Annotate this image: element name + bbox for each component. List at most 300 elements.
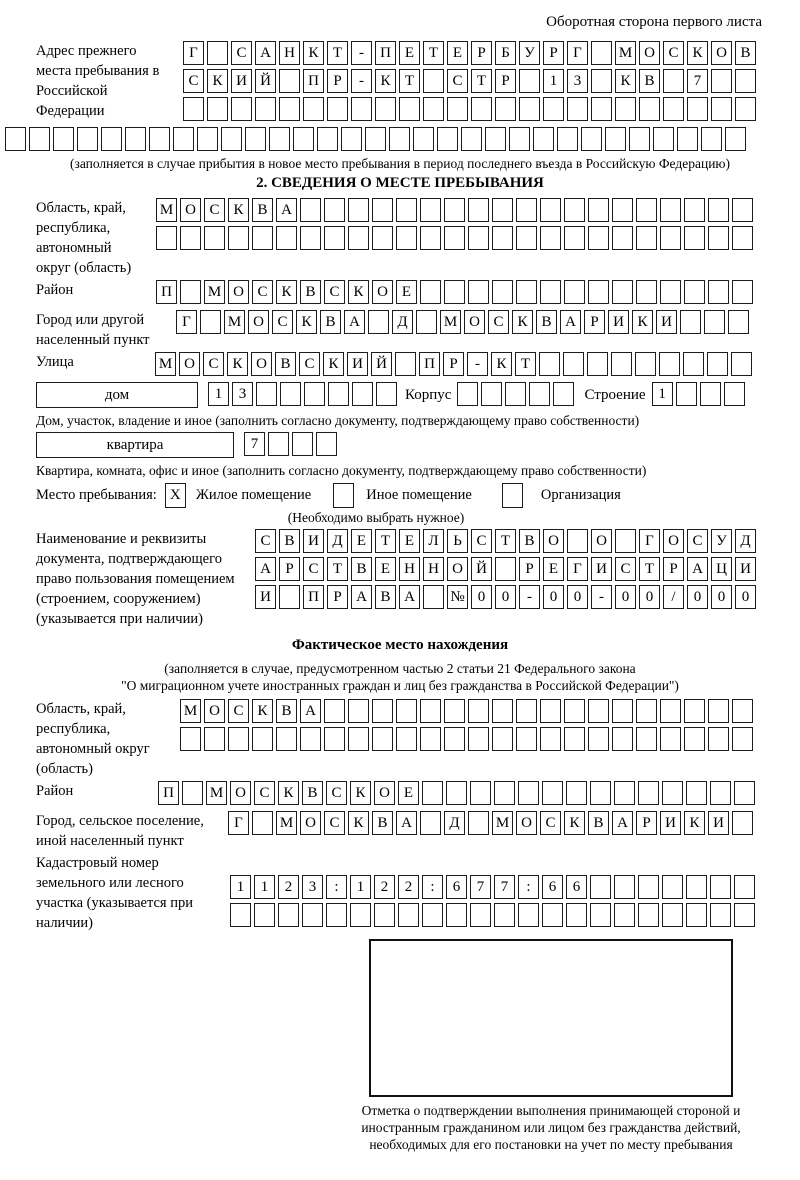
char-box[interactable]: [612, 280, 633, 304]
char-box[interactable]: К: [348, 280, 369, 304]
checkbox-inoe[interactable]: [333, 483, 354, 508]
char-box[interactable]: [590, 875, 611, 899]
char-box[interactable]: :: [326, 875, 347, 899]
char-box[interactable]: С: [324, 280, 345, 304]
char-box[interactable]: [732, 280, 753, 304]
char-box[interactable]: [468, 280, 489, 304]
char-box[interactable]: В: [300, 280, 321, 304]
char-box[interactable]: [540, 727, 561, 751]
char-box[interactable]: [324, 198, 345, 222]
char-box[interactable]: [350, 903, 371, 927]
char-box[interactable]: [278, 903, 299, 927]
char-box[interactable]: [659, 352, 680, 376]
char-box[interactable]: [279, 585, 300, 609]
char-box[interactable]: [207, 41, 228, 65]
char-box[interactable]: С: [447, 69, 468, 93]
char-box[interactable]: [660, 727, 681, 751]
char-box[interactable]: [156, 226, 177, 250]
char-box[interactable]: [516, 226, 537, 250]
char-box[interactable]: С: [471, 529, 492, 553]
char-box[interactable]: [684, 280, 705, 304]
char-box[interactable]: К: [684, 811, 705, 835]
char-box[interactable]: [268, 432, 289, 456]
char-box[interactable]: [701, 127, 722, 151]
char-box[interactable]: К: [375, 69, 396, 93]
char-box[interactable]: К: [296, 310, 317, 334]
char-box[interactable]: М: [155, 352, 176, 376]
char-box[interactable]: [492, 280, 513, 304]
char-box[interactable]: 6: [566, 875, 587, 899]
char-box[interactable]: [540, 198, 561, 222]
checkbox-zhiloe[interactable]: X: [165, 483, 186, 508]
char-box[interactable]: [300, 198, 321, 222]
char-box[interactable]: Д: [392, 310, 413, 334]
char-box[interactable]: О: [447, 557, 468, 581]
char-box[interactable]: [327, 97, 348, 121]
char-box[interactable]: [180, 727, 201, 751]
char-box[interactable]: В: [351, 557, 372, 581]
char-box[interactable]: [710, 903, 731, 927]
char-box[interactable]: [230, 903, 251, 927]
char-box[interactable]: М: [204, 280, 225, 304]
char-box[interactable]: [252, 226, 273, 250]
char-box[interactable]: [660, 226, 681, 250]
char-box[interactable]: [725, 127, 746, 151]
char-box[interactable]: 1: [230, 875, 251, 899]
char-box[interactable]: [591, 69, 612, 93]
char-box[interactable]: В: [588, 811, 609, 835]
char-box[interactable]: [326, 903, 347, 927]
char-box[interactable]: [566, 903, 587, 927]
char-box[interactable]: [638, 781, 659, 805]
char-box[interactable]: А: [399, 585, 420, 609]
char-box[interactable]: С: [324, 811, 345, 835]
char-box[interactable]: А: [255, 41, 276, 65]
char-box[interactable]: [636, 280, 657, 304]
char-box[interactable]: [492, 727, 513, 751]
char-box[interactable]: [420, 699, 441, 723]
char-box[interactable]: [492, 226, 513, 250]
char-box[interactable]: Н: [399, 557, 420, 581]
char-box[interactable]: [662, 781, 683, 805]
char-box[interactable]: Й: [255, 69, 276, 93]
char-box[interactable]: П: [419, 352, 440, 376]
char-box[interactable]: [365, 127, 386, 151]
char-box[interactable]: [563, 352, 584, 376]
char-box[interactable]: [423, 585, 444, 609]
char-box[interactable]: [372, 226, 393, 250]
char-box[interactable]: [328, 382, 349, 406]
char-box[interactable]: [704, 310, 725, 334]
char-box[interactable]: [348, 727, 369, 751]
char-box[interactable]: Д: [444, 811, 465, 835]
char-box[interactable]: [708, 226, 729, 250]
char-box[interactable]: [468, 198, 489, 222]
char-box[interactable]: Т: [639, 557, 660, 581]
char-box[interactable]: 0: [711, 585, 732, 609]
char-box[interactable]: [708, 280, 729, 304]
char-box[interactable]: Ь: [447, 529, 468, 553]
char-box[interactable]: [663, 97, 684, 121]
char-box[interactable]: [468, 699, 489, 723]
char-box[interactable]: [420, 280, 441, 304]
char-box[interactable]: [518, 781, 539, 805]
char-box[interactable]: Т: [495, 529, 516, 553]
char-box[interactable]: [444, 699, 465, 723]
char-box[interactable]: [446, 781, 467, 805]
char-box[interactable]: О: [516, 811, 537, 835]
char-box[interactable]: [612, 699, 633, 723]
char-box[interactable]: Д: [327, 529, 348, 553]
char-box[interactable]: С: [228, 699, 249, 723]
char-box[interactable]: [149, 127, 170, 151]
char-box[interactable]: [710, 781, 731, 805]
char-box[interactable]: 6: [542, 875, 563, 899]
char-box[interactable]: О: [228, 280, 249, 304]
char-box[interactable]: [676, 382, 697, 406]
char-box[interactable]: [638, 903, 659, 927]
char-box[interactable]: О: [248, 310, 269, 334]
char-box[interactable]: К: [276, 280, 297, 304]
char-box[interactable]: -: [467, 352, 488, 376]
char-box[interactable]: Г: [567, 557, 588, 581]
char-box[interactable]: [636, 699, 657, 723]
char-box[interactable]: [588, 226, 609, 250]
char-box[interactable]: Е: [398, 781, 419, 805]
char-box[interactable]: А: [255, 557, 276, 581]
char-box[interactable]: [492, 699, 513, 723]
char-box[interactable]: С: [231, 41, 252, 65]
char-box[interactable]: [588, 198, 609, 222]
char-box[interactable]: И: [708, 811, 729, 835]
char-box[interactable]: С: [326, 781, 347, 805]
char-box[interactable]: [732, 699, 753, 723]
char-box[interactable]: [684, 699, 705, 723]
char-box[interactable]: О: [711, 41, 732, 65]
char-box[interactable]: Р: [279, 557, 300, 581]
char-box[interactable]: [422, 781, 443, 805]
char-box[interactable]: [509, 127, 530, 151]
char-box[interactable]: И: [735, 557, 756, 581]
char-box[interactable]: 0: [543, 585, 564, 609]
char-box[interactable]: [245, 127, 266, 151]
char-box[interactable]: 1: [208, 382, 229, 406]
char-box[interactable]: Ц: [711, 557, 732, 581]
char-box[interactable]: :: [518, 875, 539, 899]
char-box[interactable]: [437, 127, 458, 151]
char-box[interactable]: 0: [735, 585, 756, 609]
char-box[interactable]: -: [591, 585, 612, 609]
char-box[interactable]: [228, 226, 249, 250]
char-box[interactable]: [605, 127, 626, 151]
char-box[interactable]: [303, 97, 324, 121]
char-box[interactable]: И: [303, 529, 324, 553]
char-box[interactable]: Е: [375, 557, 396, 581]
char-box[interactable]: [470, 903, 491, 927]
char-box[interactable]: [444, 198, 465, 222]
char-box[interactable]: [564, 198, 585, 222]
char-box[interactable]: [708, 727, 729, 751]
char-box[interactable]: С: [540, 811, 561, 835]
char-box[interactable]: [590, 781, 611, 805]
char-box[interactable]: [228, 727, 249, 751]
char-box[interactable]: [252, 727, 273, 751]
char-box[interactable]: А: [300, 699, 321, 723]
char-box[interactable]: -: [351, 69, 372, 93]
char-box[interactable]: 0: [495, 585, 516, 609]
char-box[interactable]: [495, 557, 516, 581]
char-box[interactable]: М: [156, 198, 177, 222]
char-box[interactable]: [368, 310, 389, 334]
char-box[interactable]: /: [663, 585, 684, 609]
char-box[interactable]: [77, 127, 98, 151]
char-box[interactable]: [564, 226, 585, 250]
char-box[interactable]: [732, 226, 753, 250]
char-box[interactable]: [615, 529, 636, 553]
char-box[interactable]: [420, 811, 441, 835]
char-box[interactable]: [660, 699, 681, 723]
char-box[interactable]: [612, 198, 633, 222]
char-box[interactable]: А: [687, 557, 708, 581]
char-box[interactable]: [481, 382, 502, 406]
char-box[interactable]: [413, 127, 434, 151]
char-box[interactable]: С: [299, 352, 320, 376]
char-box[interactable]: [711, 97, 732, 121]
char-box[interactable]: Л: [423, 529, 444, 553]
char-box[interactable]: 3: [302, 875, 323, 899]
char-box[interactable]: [444, 280, 465, 304]
char-box[interactable]: [542, 903, 563, 927]
char-box[interactable]: [300, 226, 321, 250]
char-box[interactable]: [396, 226, 417, 250]
char-box[interactable]: [317, 127, 338, 151]
char-box[interactable]: 0: [471, 585, 492, 609]
char-box[interactable]: [221, 127, 242, 151]
char-box[interactable]: [447, 97, 468, 121]
char-box[interactable]: Т: [515, 352, 536, 376]
char-box[interactable]: С: [488, 310, 509, 334]
char-box[interactable]: Р: [327, 585, 348, 609]
char-box[interactable]: [492, 198, 513, 222]
char-box[interactable]: [372, 198, 393, 222]
char-box[interactable]: [292, 432, 313, 456]
char-box[interactable]: [444, 727, 465, 751]
char-box[interactable]: [183, 97, 204, 121]
char-box[interactable]: [732, 198, 753, 222]
char-box[interactable]: В: [279, 529, 300, 553]
char-box[interactable]: [686, 875, 707, 899]
char-box[interactable]: М: [206, 781, 227, 805]
char-box[interactable]: [444, 226, 465, 250]
char-box[interactable]: Г: [176, 310, 197, 334]
char-box[interactable]: С: [203, 352, 224, 376]
char-box[interactable]: А: [612, 811, 633, 835]
char-box[interactable]: [316, 432, 337, 456]
char-box[interactable]: [254, 903, 275, 927]
char-box[interactable]: Б: [495, 41, 516, 65]
char-box[interactable]: [5, 127, 26, 151]
char-box[interactable]: Т: [471, 69, 492, 93]
char-box[interactable]: [398, 903, 419, 927]
char-box[interactable]: [269, 127, 290, 151]
char-box[interactable]: У: [711, 529, 732, 553]
char-box[interactable]: [567, 529, 588, 553]
char-box[interactable]: И: [591, 557, 612, 581]
char-box[interactable]: 0: [567, 585, 588, 609]
char-box[interactable]: [684, 226, 705, 250]
char-box[interactable]: 1: [350, 875, 371, 899]
char-box[interactable]: [279, 97, 300, 121]
char-box[interactable]: Р: [519, 557, 540, 581]
char-box[interactable]: [516, 198, 537, 222]
char-box[interactable]: [677, 127, 698, 151]
char-box[interactable]: 0: [615, 585, 636, 609]
char-box[interactable]: №: [447, 585, 468, 609]
checkbox-organizatsiya[interactable]: [502, 483, 523, 508]
char-box[interactable]: [389, 127, 410, 151]
char-box[interactable]: [612, 727, 633, 751]
char-box[interactable]: [494, 781, 515, 805]
char-box[interactable]: 3: [567, 69, 588, 93]
char-box[interactable]: 2: [278, 875, 299, 899]
char-box[interactable]: [663, 69, 684, 93]
char-box[interactable]: [396, 699, 417, 723]
char-box[interactable]: [660, 198, 681, 222]
char-box[interactable]: [420, 727, 441, 751]
char-box[interactable]: [662, 875, 683, 899]
char-box[interactable]: [101, 127, 122, 151]
char-box[interactable]: [588, 727, 609, 751]
char-box[interactable]: 7: [687, 69, 708, 93]
char-box[interactable]: М: [492, 811, 513, 835]
char-box[interactable]: Г: [228, 811, 249, 835]
char-box[interactable]: 1: [543, 69, 564, 93]
char-box[interactable]: [293, 127, 314, 151]
char-box[interactable]: [516, 699, 537, 723]
char-box[interactable]: 6: [446, 875, 467, 899]
char-box[interactable]: [735, 69, 756, 93]
char-box[interactable]: С: [183, 69, 204, 93]
char-box[interactable]: [540, 699, 561, 723]
char-box[interactable]: [539, 352, 560, 376]
char-box[interactable]: 7: [494, 875, 515, 899]
char-box[interactable]: О: [251, 352, 272, 376]
char-box[interactable]: Р: [471, 41, 492, 65]
char-box[interactable]: [468, 727, 489, 751]
char-box[interactable]: [495, 97, 516, 121]
char-box[interactable]: [735, 97, 756, 121]
char-box[interactable]: [348, 699, 369, 723]
char-box[interactable]: [173, 127, 194, 151]
char-box[interactable]: Т: [327, 41, 348, 65]
char-box[interactable]: [567, 97, 588, 121]
char-box[interactable]: [687, 97, 708, 121]
char-box[interactable]: Н: [423, 557, 444, 581]
char-box[interactable]: О: [372, 280, 393, 304]
char-box[interactable]: И: [660, 811, 681, 835]
char-box[interactable]: А: [344, 310, 365, 334]
char-box[interactable]: О: [300, 811, 321, 835]
char-box[interactable]: В: [735, 41, 756, 65]
stamp-box[interactable]: [369, 939, 733, 1097]
char-box[interactable]: С: [254, 781, 275, 805]
char-box[interactable]: [724, 382, 745, 406]
char-box[interactable]: 2: [374, 875, 395, 899]
char-box[interactable]: [734, 781, 755, 805]
char-box[interactable]: [468, 226, 489, 250]
char-box[interactable]: М: [615, 41, 636, 65]
char-box[interactable]: [590, 903, 611, 927]
char-box[interactable]: И: [608, 310, 629, 334]
char-box[interactable]: [529, 382, 550, 406]
char-box[interactable]: [566, 781, 587, 805]
char-box[interactable]: В: [302, 781, 323, 805]
char-box[interactable]: В: [639, 69, 660, 93]
char-box[interactable]: [614, 875, 635, 899]
char-box[interactable]: К: [227, 352, 248, 376]
char-box[interactable]: [505, 382, 526, 406]
char-box[interactable]: Е: [351, 529, 372, 553]
char-box[interactable]: 1: [254, 875, 275, 899]
char-box[interactable]: П: [303, 585, 324, 609]
char-box[interactable]: [636, 727, 657, 751]
char-box[interactable]: [396, 198, 417, 222]
char-box[interactable]: М: [276, 811, 297, 835]
char-box[interactable]: [732, 727, 753, 751]
char-box[interactable]: [581, 127, 602, 151]
char-box[interactable]: [446, 903, 467, 927]
char-box[interactable]: О: [639, 41, 660, 65]
char-box[interactable]: С: [255, 529, 276, 553]
char-box[interactable]: В: [275, 352, 296, 376]
char-box[interactable]: [611, 352, 632, 376]
char-box[interactable]: [518, 903, 539, 927]
char-box[interactable]: Р: [443, 352, 464, 376]
char-box[interactable]: 2: [398, 875, 419, 899]
char-box[interactable]: О: [591, 529, 612, 553]
char-box[interactable]: [180, 226, 201, 250]
char-box[interactable]: А: [396, 811, 417, 835]
char-box[interactable]: [416, 310, 437, 334]
char-box[interactable]: В: [372, 811, 393, 835]
char-box[interactable]: [420, 198, 441, 222]
char-box[interactable]: [591, 97, 612, 121]
char-box[interactable]: П: [303, 69, 324, 93]
char-box[interactable]: [734, 903, 755, 927]
char-box[interactable]: Т: [423, 41, 444, 65]
char-box[interactable]: :: [422, 875, 443, 899]
char-box[interactable]: В: [252, 198, 273, 222]
char-box[interactable]: С: [204, 198, 225, 222]
char-box[interactable]: О: [204, 699, 225, 723]
char-box[interactable]: [553, 382, 574, 406]
char-box[interactable]: [629, 127, 650, 151]
char-box[interactable]: И: [347, 352, 368, 376]
char-box[interactable]: Е: [399, 529, 420, 553]
char-box[interactable]: К: [350, 781, 371, 805]
char-box[interactable]: Г: [639, 529, 660, 553]
char-box[interactable]: [540, 280, 561, 304]
char-box[interactable]: И: [656, 310, 677, 334]
char-box[interactable]: [485, 127, 506, 151]
char-box[interactable]: [639, 97, 660, 121]
char-box[interactable]: П: [156, 280, 177, 304]
char-box[interactable]: [352, 382, 373, 406]
char-box[interactable]: Е: [447, 41, 468, 65]
char-box[interactable]: [708, 699, 729, 723]
char-box[interactable]: [660, 280, 681, 304]
char-box[interactable]: [686, 903, 707, 927]
